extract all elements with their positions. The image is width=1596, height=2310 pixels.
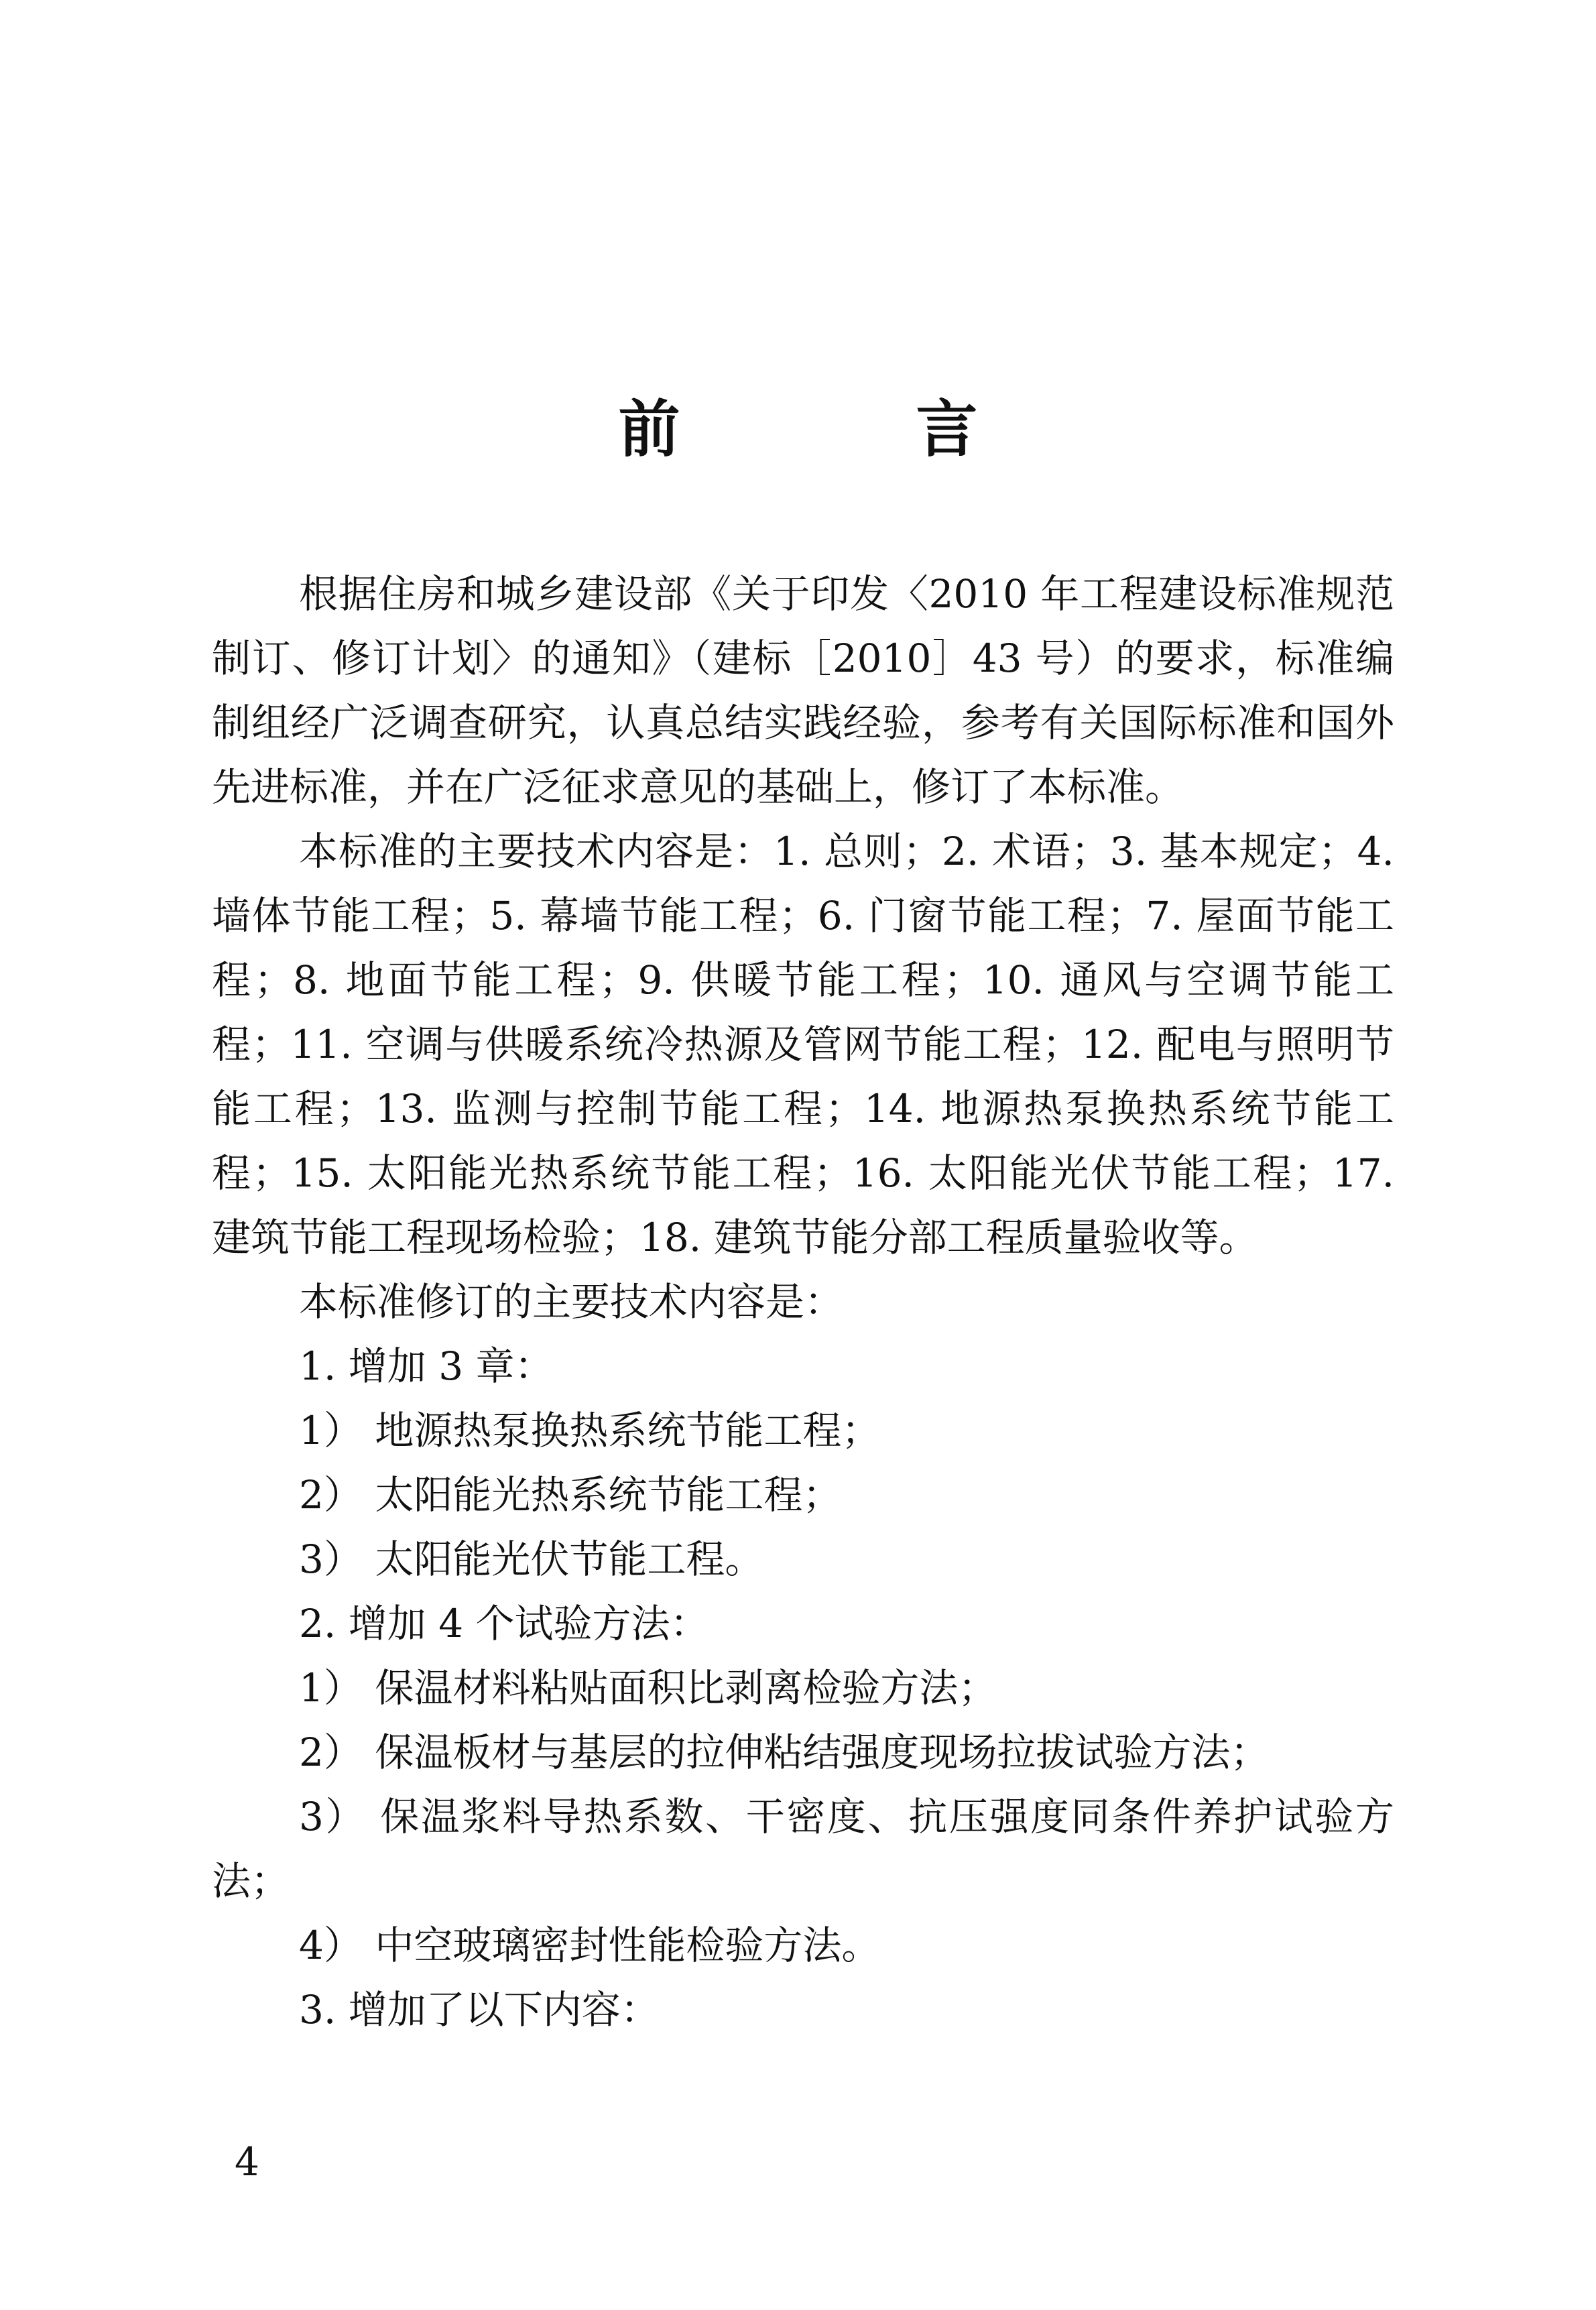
page-title: 前 言 (618, 393, 1085, 465)
page-number: 4 (235, 2139, 259, 2185)
paragraph-basis: 根据住房和城乡建设部《关于印发〈2010 年工程建设标准规范制订、修订计划〉的通知》（建标［2010］43 号）的要求，标准编制组经广泛调查研究，认真总结实践经验，参考有关国际标准和国外先进标准，并在广泛征求意见的基础上，修订了本标准。 (212, 571, 1394, 810)
list-item: 1. 增加 3 章： (299, 1343, 554, 1389)
document-body (212, 562, 1394, 2042)
list-item: 3） 太阳能光伏节能工程。 (299, 1536, 764, 1582)
list-item: 1） 地源热泵换热系统节能工程； (299, 1408, 881, 1453)
list-item: 2） 太阳能光热系统节能工程； (299, 1472, 842, 1518)
list-item: 3. 增加了以下内容： (299, 1987, 660, 2032)
paragraph-main-content: 本标准的主要技术内容是：1. 总则；2. 术语；3. 基本规定；4. 墙体节能工程；5. 幕墙节能工程；6. 门窗节能工程；7. 屋面节能工程；8. 地面节能工程；9. 供暖节能工程；10. 通风与空调节能工程；11. 空调与供暖系统冷热源及管网节能工程；12. 配电与照明节能工程；13. 监测与控制节能工程；14. 地源热泵换热系统节能工程；15. 太阳能光热系统节能工程；16. 太阳能光伏节能工程；17. 建筑节能工程现场检验；18. 建筑节能分部工程质量验收等。 (212, 829, 1394, 1260)
list-item: 3） 保温浆料导热系数、干密度、抗压强度同条件养护试验方法； (212, 1794, 1394, 1904)
list-item: 1） 保温材料粘贴面积比剥离检验方法； (299, 1665, 997, 1711)
revision-intro: 本标准修订的主要技术内容是： (299, 1279, 844, 1325)
list-item: 4） 中空玻璃密封性能检验方法。 (299, 1923, 881, 1968)
list-item: 2） 保温板材与基层的拉伸粘结强度现场拉拔试验方法； (299, 1729, 1270, 1775)
list-item: 2. 增加 4 个试验方法： (299, 1601, 709, 1646)
